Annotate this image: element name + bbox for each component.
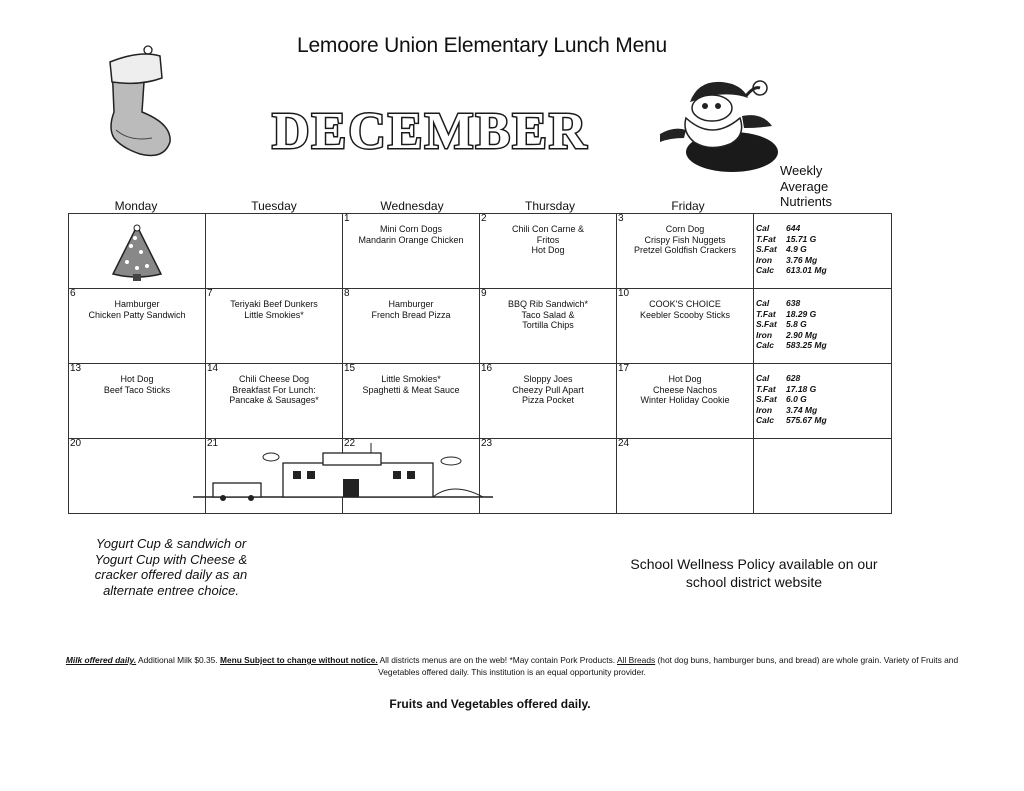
day-header-tuesday: Tuesday <box>251 199 297 213</box>
nutrient-row <box>756 244 891 255</box>
subject-to-change-note: Menu Subject to change without notice. <box>219 655 378 665</box>
day-cell <box>343 364 480 439</box>
menu-item: Hamburger <box>114 299 160 309</box>
menu-items <box>343 214 479 245</box>
day-cell <box>69 214 206 289</box>
nutrient-label: S.Fat <box>756 244 777 254</box>
nutrient-value: 3.74 Mg <box>786 404 818 415</box>
nutrient-row <box>756 255 891 266</box>
nutrient-row <box>756 373 891 384</box>
day-cell <box>617 364 754 439</box>
menu-items <box>617 214 753 256</box>
menu-item: Cheezy Pull Apart <box>512 384 584 395</box>
date-number: 24 <box>618 438 630 449</box>
date-number: 13 <box>70 363 82 374</box>
date-number: 8 <box>344 288 350 299</box>
weekly-nutrients-cell <box>754 214 892 289</box>
menu-items <box>206 289 342 320</box>
month-banner: DECEMBER <box>272 103 589 160</box>
nutrient-list <box>754 289 891 351</box>
menu-item: Chili Cheese Dog <box>238 374 310 384</box>
weekly-nutrients-header <box>780 163 832 210</box>
date-number: 3 <box>618 213 624 224</box>
extra-milk-note: Additional Milk $0.35. <box>138 655 218 665</box>
menu-item: Pizza Pocket <box>521 395 575 405</box>
menu-item: Hot Dog <box>531 245 565 255</box>
menu-item: Winter Holiday Cookie <box>640 395 730 405</box>
nutrient-value: 6.0 G <box>786 394 807 404</box>
menu-items <box>480 214 616 256</box>
wellness-policy-note: School Wellness Policy available on our school district website <box>630 556 878 590</box>
week-row <box>69 214 892 289</box>
week-row <box>69 439 892 514</box>
nutrient-list <box>754 364 891 426</box>
menu-calendar <box>68 213 892 514</box>
menu-item: French Bread Pizza <box>371 309 451 320</box>
menu-item: BBQ Rib Sandwich* <box>507 299 589 309</box>
santa-icon <box>650 72 785 174</box>
date-number: 17 <box>618 363 630 374</box>
menu-item: Mandarin Orange Chicken <box>358 234 464 245</box>
date-number: 23 <box>481 438 493 449</box>
menu-items <box>206 364 342 406</box>
stocking-icon <box>100 42 180 167</box>
nutrient-value: 644 <box>786 223 801 233</box>
nutrient-label: S.Fat <box>756 394 777 404</box>
menu-items <box>480 289 616 331</box>
menu-items <box>343 364 479 395</box>
date-number: 10 <box>618 288 630 299</box>
menu-item: Keebler Scooby Sticks <box>639 309 731 320</box>
date-number: 1 <box>344 213 350 224</box>
menu-item: Crispy Fish Nuggets <box>644 234 726 245</box>
menu-item: Chicken Patty Sandwich <box>88 309 186 320</box>
nutrient-list <box>754 214 891 276</box>
day-cell <box>480 214 617 289</box>
date-number: 20 <box>70 438 82 449</box>
nutrient-label: Cal <box>756 223 770 233</box>
nutrient-row <box>756 330 891 341</box>
nutrient-label: T.Fat <box>756 383 776 394</box>
date-number: 2 <box>481 213 487 224</box>
weekly-nutrients-cell <box>754 439 892 514</box>
date-number: 14 <box>207 363 219 374</box>
menu-item: Hamburger <box>388 299 434 309</box>
nutrient-value: 17.18 G <box>786 383 817 394</box>
menu-item: Chili Con Carne & <box>511 224 585 234</box>
day-cell <box>343 289 480 364</box>
nutrient-label: Iron <box>756 254 773 265</box>
day-cell <box>206 439 343 514</box>
nutrient-label: S.Fat <box>756 319 777 329</box>
menu-items <box>69 364 205 395</box>
nutrients-label: Nutrients <box>780 194 833 209</box>
footnote <box>56 654 968 678</box>
day-cell <box>206 214 343 289</box>
day-cell <box>206 289 343 364</box>
nutrient-label: Iron <box>756 404 773 415</box>
nutrient-label: Calc <box>756 265 774 275</box>
menu-item: Spaghetti & Meat Sauce <box>362 384 460 395</box>
menu-items <box>617 364 753 406</box>
date-number: 21 <box>207 438 219 449</box>
nutrient-row <box>756 340 891 351</box>
milk-note: Milk offered daily. <box>65 655 137 665</box>
districts-note: All districts menus are on the web! *May contain Pork Products. <box>379 655 616 665</box>
date-number: 7 <box>207 288 213 299</box>
nutrient-row <box>756 405 891 416</box>
menu-item: Mini Corn Dogs <box>379 224 443 234</box>
menu-item: Fritos <box>536 234 560 245</box>
nutrient-row <box>756 415 891 426</box>
menu-item: Little Smokies* <box>381 374 441 384</box>
menu-item: Little Smokies* <box>244 309 304 320</box>
nutrient-row <box>756 223 891 234</box>
day-header-thursday: Thursday <box>524 199 576 213</box>
nutrient-value: 18.29 G <box>786 308 817 319</box>
nutrient-row <box>756 265 891 276</box>
menu-item: Tortilla Chips <box>522 320 574 330</box>
date-number: 22 <box>344 438 356 449</box>
weekly-label: Weekly <box>780 163 823 178</box>
nutrient-row <box>756 394 891 405</box>
nutrient-value: 638 <box>786 298 801 308</box>
menu-item: Taco Salad & <box>521 309 575 320</box>
menu-item: Hot Dog <box>668 374 702 384</box>
nutrient-value: 583.25 Mg <box>786 340 827 350</box>
menu-item: Cheese Nachos <box>652 384 718 395</box>
breads-note: All Breads <box>617 655 656 665</box>
menu-items <box>69 289 205 320</box>
date-number: 9 <box>481 288 487 299</box>
day-cell <box>617 214 754 289</box>
day-cell <box>617 439 754 514</box>
menu-item: Pretzel Goldfish Crackers <box>633 245 737 255</box>
nutrient-label: Cal <box>756 298 770 308</box>
day-cell <box>480 439 617 514</box>
menu-items <box>343 289 479 320</box>
nutrient-label: Iron <box>756 329 773 340</box>
nutrient-row <box>756 298 891 309</box>
day-cell <box>480 289 617 364</box>
day-header-friday: Friday <box>671 199 705 213</box>
day-cell <box>617 289 754 364</box>
nutrient-value: 575.67 Mg <box>786 415 827 425</box>
date-number: 6 <box>70 288 76 299</box>
menu-items <box>480 364 616 406</box>
nutrient-value: 5.8 G <box>786 319 807 329</box>
day-header-monday: Monday <box>114 199 158 213</box>
nutrient-label: Calc <box>756 415 774 425</box>
nutrient-row <box>756 309 891 320</box>
week-row <box>69 289 892 364</box>
menu-item: COOK'S CHOICE <box>649 299 721 309</box>
average-label: Average <box>780 178 829 194</box>
alternate-entree-note: Yogurt Cup & sandwich or Yogurt Cup with Cheese & cracker offered daily as an alternate entree choice. <box>94 536 248 598</box>
week-row <box>69 364 892 439</box>
menu-item: Pancake & Sausages* <box>229 395 319 405</box>
day-cell <box>343 439 480 514</box>
nutrient-label: T.Fat <box>756 308 776 319</box>
nutrient-value: 628 <box>786 373 801 383</box>
menu-item: Teriyaki Beef Dunkers <box>230 299 318 309</box>
day-header-wednesday: Wednesday <box>380 199 444 213</box>
day-cell <box>206 364 343 439</box>
nutrient-label: T.Fat <box>756 233 776 244</box>
day-cell <box>343 214 480 289</box>
nutrient-value: 15.71 G <box>786 233 817 244</box>
nutrient-row <box>756 384 891 395</box>
nutrient-value: 4.9 G <box>786 244 807 254</box>
menu-items <box>617 289 753 320</box>
day-cell <box>69 439 206 514</box>
nutrient-label: Calc <box>756 340 774 350</box>
menu-item: Beef Taco Sticks <box>103 384 171 395</box>
nutrient-value: 2.90 Mg <box>786 329 818 340</box>
page-title: Lemoore Union Elementary Lunch Menu <box>296 34 668 57</box>
menu-item: Sloppy Joes <box>523 374 573 384</box>
menu-item: Hot Dog <box>120 374 154 384</box>
weekly-nutrients-cell <box>754 364 892 439</box>
fruits-vegetables-note: Fruits and Vegetables offered daily. <box>389 697 591 711</box>
nutrient-value: 3.76 Mg <box>786 254 818 265</box>
menu-item: Breakfast For Lunch: <box>232 384 316 395</box>
day-cell <box>69 289 206 364</box>
day-cell <box>480 364 617 439</box>
menu-item: Corn Dog <box>665 224 705 234</box>
nutrient-value: 613.01 Mg <box>786 265 827 275</box>
christmas-tree-icon <box>107 222 167 284</box>
date-number: 15 <box>344 363 356 374</box>
nutrient-row <box>756 234 891 245</box>
nutrient-row <box>756 319 891 330</box>
weekly-nutrients-cell <box>754 289 892 364</box>
day-cell <box>69 364 206 439</box>
breads-detail-note: (hot dog buns, hamburger buns, and bread) are whole grain. Variety of Fruits and Vegetables offered daily. This institution is an equal opportunity provider. <box>378 655 959 677</box>
nutrient-label: Cal <box>756 373 770 383</box>
date-number: 16 <box>481 363 493 374</box>
